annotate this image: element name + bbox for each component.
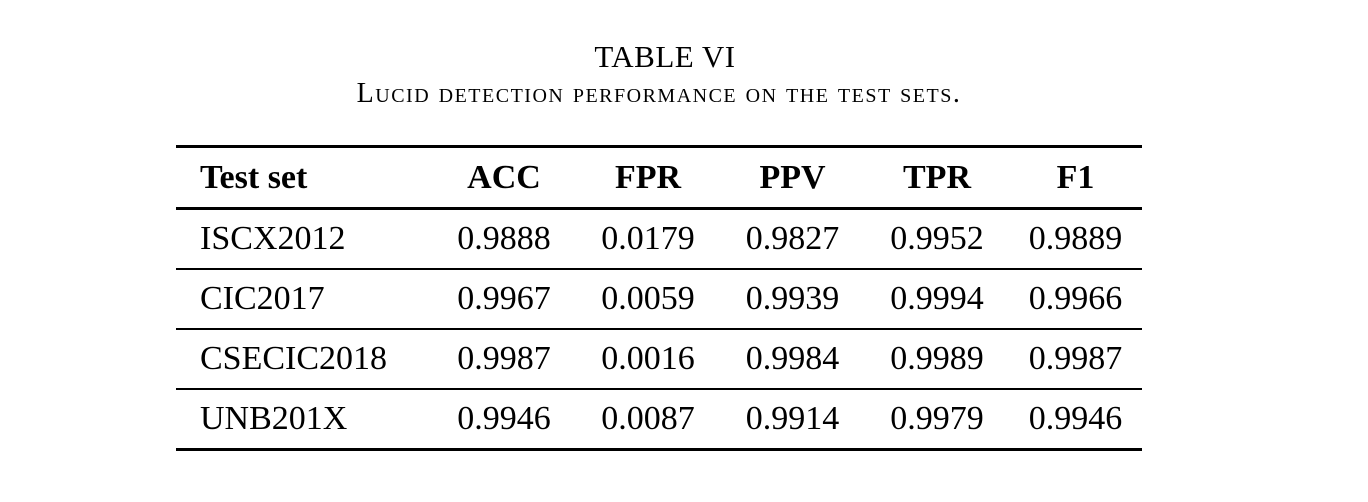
cell-ppv: 0.9984 — [745, 340, 840, 377]
table-number: TABLE VI — [594, 39, 736, 74]
cell-fpr: 0.0087 — [601, 400, 695, 437]
cell-acc: 0.9888 — [457, 220, 551, 257]
cell-f1: 0.9946 — [1028, 400, 1123, 437]
cell-fpr: 0.0059 — [601, 280, 695, 317]
cell-test-set: ISCX2012 — [200, 220, 346, 257]
cell-tpr: 0.9979 — [890, 400, 984, 437]
cell-acc: 0.9987 — [457, 340, 551, 377]
table-row — [176, 389, 1142, 450]
header-test-set: Test set — [200, 158, 308, 196]
cell-ppv: 0.9914 — [745, 400, 840, 437]
cell-f1: 0.9966 — [1028, 280, 1123, 317]
cell-ppv: 0.9939 — [745, 280, 840, 317]
table-header-row — [176, 147, 1142, 209]
cell-test-set: CSECIC2018 — [200, 340, 388, 377]
cell-fpr: 0.0179 — [601, 220, 695, 257]
cell-f1: 0.9889 — [1028, 220, 1123, 257]
cell-tpr: 0.9952 — [890, 220, 984, 257]
header-acc: ACC — [467, 158, 541, 196]
cell-ppv: 0.9827 — [745, 220, 840, 257]
header-fpr: FPR — [614, 158, 682, 196]
header-ppv: PPV — [759, 158, 826, 196]
cell-f1: 0.9987 — [1028, 340, 1123, 377]
cell-acc: 0.9946 — [457, 400, 551, 437]
header-tpr: TPR — [903, 158, 971, 196]
cell-fpr: 0.0016 — [601, 340, 695, 377]
table-row — [176, 329, 1142, 389]
cell-acc: 0.9967 — [457, 280, 551, 317]
cell-test-set: CIC2017 — [200, 280, 325, 317]
table-caption: Lucid detection performance on the test sets. — [356, 78, 962, 109]
table-row — [176, 269, 1142, 329]
results-table — [176, 145, 1142, 451]
header-f1: F1 — [1056, 158, 1095, 196]
cell-tpr: 0.9994 — [890, 280, 984, 317]
table-row — [176, 209, 1142, 270]
cell-test-set: UNB201X — [200, 400, 348, 437]
cell-tpr: 0.9989 — [890, 340, 984, 377]
